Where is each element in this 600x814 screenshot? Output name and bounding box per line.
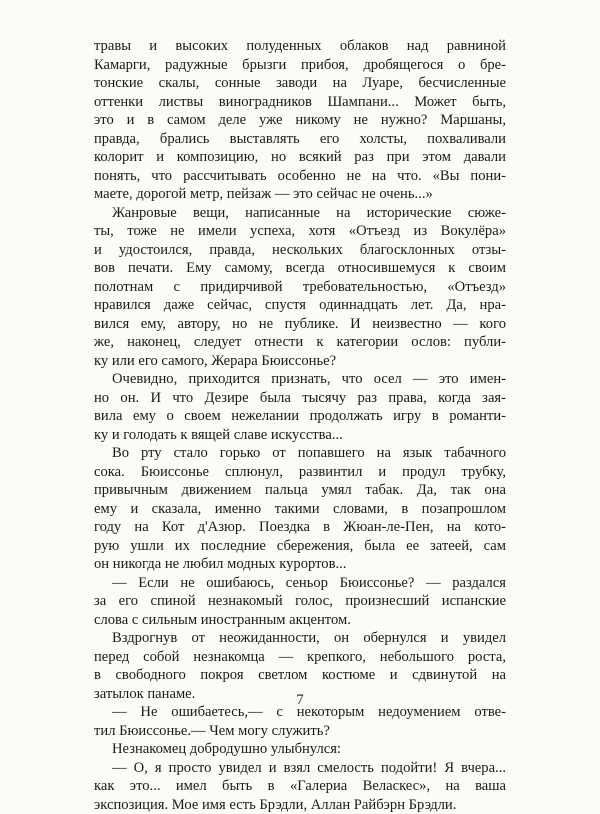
text-line: Очевидно, приходится признать, что осел — это имен- (94, 370, 506, 389)
paragraph (94, 444, 506, 574)
text-line: — Не ошибаетесь,— с некоторым недоумением отве- (94, 703, 506, 722)
text-line: и удостоился, правда, нескольких благосклонных отзы- (94, 241, 506, 260)
text-line: году на Кот д'Азюр. Поездка в Жюан-ле-Пен, на кото- (94, 518, 506, 537)
text-line: тил Бюиссонье.— Чем могу служить? (94, 722, 506, 741)
text-line: за его спиной незнакомый голос, произнесший испанские (94, 592, 506, 611)
paragraph (94, 204, 506, 371)
text-line: Во рту стало горько от попавшего на язык табачного (94, 444, 506, 463)
page-number: 7 (0, 692, 600, 709)
text-line: ку и голодать к вящей славе искусства... (94, 426, 506, 445)
paragraph (94, 574, 506, 630)
text-line: же, наконец, следует отнести к категории ослов: публи- (94, 333, 506, 352)
text-line: перед собой незнакомца — крепкого, небольшого роста, (94, 648, 506, 667)
text-line: правда, брались выставлять его холсты, похваливали (94, 130, 506, 149)
text-line: маете, дорогой метр, пейзаж — это сейчас не очень...» (94, 185, 506, 204)
text-line: он никогда не любил модных курортов... (94, 555, 506, 574)
text-line: оттенки листвы виноградников Шампани... Может быть, (94, 93, 506, 112)
text-line: затылок панаме. (94, 685, 506, 704)
text-line: — О, я просто увидел и взял смелость подойти! Я вчера... (94, 759, 506, 778)
text-line: полотнам с придирчивой требовательностью, «Отъезд» (94, 278, 506, 297)
text-line: слова с сильным иностранным акцентом. (94, 611, 506, 630)
text-line: привычным движением пальца умял табак. Да, так она (94, 481, 506, 500)
text-line: в свободного покроя светлом костюме и сдвинутой на (94, 666, 506, 685)
paragraph (94, 759, 506, 814)
text-line: Вздрогнув от неожиданности, он обернулся и увидел (94, 629, 506, 648)
text-line: колорит и композицию, но всякий раз при этом давали (94, 148, 506, 167)
text-line: экспозиция. Мое имя есть Брэдли, Аллан Райбэрн Брэдли. (94, 796, 506, 814)
text-line: вов печати. Ему самому, всегда относившемуся к своим (94, 259, 506, 278)
text-line: нравился даже сейчас, спустя одиннадцать лет. Да, нра- (94, 296, 506, 315)
paragraph (94, 370, 506, 444)
text-line: Жанровые вещи, написанные на исторические сюже- (94, 204, 506, 223)
paragraph (94, 740, 506, 759)
text-line: травы и высоких полуденных облаков над равниной (94, 37, 506, 56)
text-line: ты, тоже не имели успеха, хотя «Отъезд из Вокулёра» (94, 222, 506, 241)
text-line: ку или его самого, Жерара Бюиссонье? (94, 352, 506, 371)
text-line: как это... имел быть в «Галериа Веласкес», на ваша (94, 777, 506, 796)
text-line: — Если не ошибаюсь, сеньор Бюиссонье? — раздался (94, 574, 506, 593)
text-line: Незнакомец добродушно улыбнулся: (94, 740, 506, 759)
text-line: это и в самом деле уже никому не нужно? Маршаны, (94, 111, 506, 130)
text-line: тонские скалы, сонные заводи на Луаре, бесчисленные (94, 74, 506, 93)
text-line: но он. И что Дезире была тысячу раз права, когда зая- (94, 389, 506, 408)
text-line: рую ушли их последние сбережения, была ее затеей, сам (94, 537, 506, 556)
text-line: Камарги, радужные брызги прибоя, дробящегося о бре- (94, 56, 506, 75)
text-line: вился ему, автору, но не публике. И неизвестно — кого (94, 315, 506, 334)
paragraph (94, 37, 506, 204)
text-line: вила ему о своем нежелании продолжать игру в романти- (94, 407, 506, 426)
text-line: ему и сказала, именно такими словами, в позапрошлом (94, 500, 506, 519)
text-line: сока. Бюиссонье сплюнул, развинтил и продул трубку, (94, 463, 506, 482)
text-line: понять, что рассчитывать особенно не на что. «Вы пони- (94, 167, 506, 186)
